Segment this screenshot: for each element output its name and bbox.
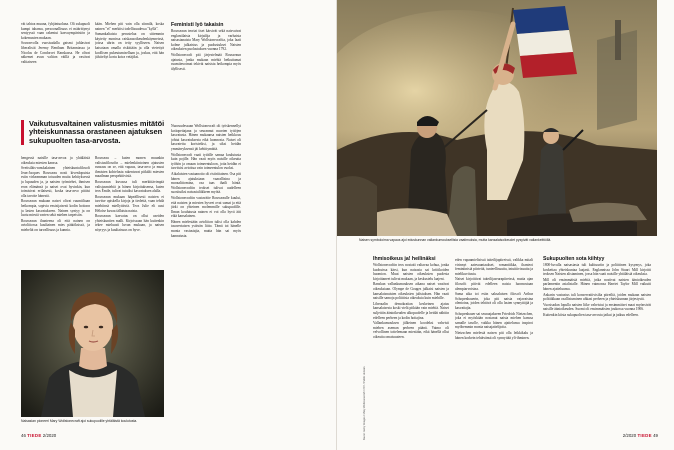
paragraph: Rousseaun mukaan naiset olivat ruumiiltaan heikompia, sopivia ensisijaisesti kodin hoitoon ja lasten kasvatukseen. Nainen syntyy ja on luotu miestä varten sekä miehen tarpeisiin.	[21, 199, 90, 218]
paragraph: Nietzschen mielestä naisen piti olla leikkikalu ja hänen korkein tehtävänsä oli synnyttää yli-ihminen.	[455, 330, 533, 340]
issue-number: 2/2020	[42, 433, 57, 438]
painting-caption: Naisen symboloima vapaus ajoi eduskunnan vallankumouksellisia vaatimuksia, mutta kansalaisoikeudet pysyivät vallankeittiöllä.	[359, 238, 552, 242]
paragraph: Souvarvolla vuosisadalla gatsmi juhlasivat liberalistit Jeremy Bentham Britanniassa ja Nicolas de Condorcet Ranskassa. He olivat näkemet avun valtion väillä ja vastivat valtiaiseen	[21, 41, 90, 64]
section-heading: Ihmisoikeus ja! heilinäksi	[373, 256, 436, 262]
paragraph: Schopenhauer sai seuraajakseen Friedrich Nietzschen, joka ei myöskään nostanut naista miehen kanssa samalle tasolle, vaikka hänen ajattelunsa inspiroi myöhemmin monia naisajattelijoita.	[455, 311, 533, 330]
portrait-caption: Naisasian pioneeri Mary Wollstonecraft ajoi sukupuolille yhtäläistä koulutusta.	[21, 419, 138, 423]
paragraph: Rousseaun teoriat tiset kärsivät sekä naisvaivat englantilaista kirjailija ja varhaista naisasianaista Mary Wollstonecraftia, joka laati kolme julkaistus ja puolustukset Naisten oikeuksien puolustuksen vuonna 1792.	[171, 29, 241, 52]
paragraph: Sveitsiläis-ranskalainen yhteiskuntafilosofi Jean-Jacques Rousseau nosti kivenlopuista esiin virkeamman totuuden muita kehityksessä ja lupuuden ja, ja naisten työmiehet, ihmisen eron elämänsä ja naiset ovat hyvinkin, kun toimisivat erilaisesti, koska tasa-arvo pitäisi olla tavoite hänestä.	[21, 166, 90, 198]
paragraph: Wollstonecraft piti järjestelmää Rousseaun ajatusta, jonka mukaan miehiä hetkuttamat ruumiinvoimat tekivät naisista heikompia myös älyllisesti.	[171, 52, 241, 71]
paragraph: Vallankumouksen jälkeinen koodeksi vahvisti miehen aseman perheen päänä. Vaimo oli velvollinen tottelemaan miestään, eikä hänellä ollut oikeutta omaisuuteen.	[373, 321, 449, 339]
left-col3-bottom	[171, 124, 241, 422]
paragraph: Rousseaun kuvassa tuli merkittävimpiä valistusmiehiä ja hänen kirjoituksensa, kuten teos Émile, tulivat tutuiksi kasvatuksen alalla.	[95, 179, 164, 194]
paragraph: Ankarin vastustus tuli konservatiivisilta piireiltä, joiden mukaan naisten politiikkaan osallistuminen uhkasi perheen ja yhteiskunnan järjestystä.	[543, 292, 651, 302]
col3-spacer	[543, 198, 651, 256]
right-col2	[455, 258, 533, 426]
page-number: 49	[653, 433, 658, 438]
issue-number: 2/2020	[622, 433, 637, 438]
paragraph: kään. Miehen piti vain olla siinnilä, koska nainen "ei" merkitsi todellisuudessa "kyllä".	[95, 22, 164, 31]
left-col1-bottom	[21, 156, 90, 266]
paragraph: eden vapaamielisissä taiteilijapiireissä, valikka mitali virinnyt aatesuuntaukset, romantiikka, ihanteoi feminiinisiä piirteitä, tunteellisuutta, intuitiivisuutta ja mielikuvitusta.	[455, 258, 533, 276]
photo-credit: Kuvat: Getty Images / Mary Wollstonecraft 1797 / Public domain	[363, 366, 366, 440]
paragraph: Liberaalin demokratian keskeinen ajatus kansalaisesta koski vielä pitkään vain miehiä. Naiset suljettiin äänioikeuden ulkopuolelle ja heidät nähtiin edelleen perheen ja kodin hoitajina.	[373, 301, 449, 320]
paragraph: Ranskan vallankumouksen aikana naiset vaativat oikeuksiaan. Olympe de Gouges julkaisi naisten ja kansalaisnaisten oikeuksien julistuksen. Hän vaati naisille samoja poliittisia oikeuksia kuin miehille.	[373, 282, 449, 301]
page-number: 46	[21, 433, 26, 438]
left-folio	[21, 433, 56, 438]
paragraph: Hänen mielestään avioliiton tulisi olla kahden tasavertaisen ystävän liitto. Tämä toi hänelle monia vastustajia, mutta hän sai myös kannatusta.	[171, 219, 241, 238]
section-heading: Sukupuolten sota kiihtyy	[543, 256, 605, 262]
paragraph: Rousseaun kasvatus on ollut useiden yhteiskuntien malli. Kirjoissaan hän kuitenkin tekee mieluusti luvun mukaan, ja naisen nöyryys ja kuuliaisuus on hyve.	[95, 214, 164, 232]
paragraph: Vuosisadan lopulla naisten liike vahvistui ja ensimmäiset maat myönsivät naisille äänioikeuden. Suomi oli ensimmäisten joukossa vuonna 1906.	[543, 302, 651, 312]
paragraph: Samankaltaista perustelua on sittemmin käytetty monissa raiskausoikeudenkäynneissä, joissa uhrin on tetty syylliseen. Naisen katsotaan omalla riskittään ja olla vietettyä koollisen pukeutumisellaan ja, joskus, että hän jälsiteltyt kortu koira vetäjiksi.	[95, 32, 164, 60]
magazine-name: TIEDE	[27, 433, 42, 438]
paragraph: Naiset kirjoittivat taiteilijaseurapiireissä, mutta ajan filosofit pitivät edelleen naisia luonnostaan alempiarvoisina.	[455, 277, 533, 291]
portrait-image	[21, 270, 164, 417]
pull-quote: Vaikutusvaltainen valistusmies mitätöi yhteiskunnassa orastaneen ajatuksen sukupuolten tasa-arvosta.	[21, 120, 173, 145]
right-col1	[373, 256, 449, 426]
paragraph: Wollstonecraftin vastaväite Rousseaulle kuului, että naisten ja miesten hyveet ovat samat ja että järki on yhteinen molemmille sukupuolille. Ilman koulutusta nainen ei voi olla hyvä äiti eikä kansalainen.	[171, 195, 241, 219]
left-col3-top	[171, 22, 241, 122]
paragraph: Rousseau – kuten monen muunkin valistusfilosofin – mielenkiintoinen ajatusten runsaus on se, että vapaus, tasa-arvo ja muut ihmisten kohtelusta rakentuvat pitkälti miesten maailman perspektiivistä.	[95, 156, 164, 179]
paragraph: Nuoruudessaan Wollstonecraft oli työskennellyt kotiopettajana ja seurannut nuorten tyttöjen kasvatusta. Hänen mukaansa naisten heikkous johtui kasvatuksesta eikä luonnosta. Naiset oli kasvatettu koristeiksi, ja siksi heidän ymmärryksensä jäi kehittymättä.	[171, 124, 241, 151]
magazine-name: TIEDE	[637, 433, 652, 438]
right-col3	[543, 198, 651, 426]
paragraph: 1800-luvulla naisasiasta tuli kulttuuriin ja poliittinen kysymys, joka koskettaa yhteiskuntaa laajasti. Englannissa John Stuart Mill kirjoitti teoksen Naisten alistaminen, jossa hän vaati naisille yhtäläisiä oikeuksia.	[543, 263, 651, 277]
paragraph: Rousseaun mukaan häpeällisesti naisten ei tarvitse opiskella kirjoja ja tiedettä, vaan tehdä miehiinsä miellyttäviä. Teos Julie eli uusi Héloïse kuvaa tällaista naista.	[95, 194, 164, 213]
paragraph: Mill oli ensimmäisiä miehiä, jotka nostivat naisten äänioikeuden parlamentin asialistalle. Hänen vaimonsa Harriet Taylor Mill vaikutti hänen ajatteluunsa.	[543, 277, 651, 291]
paragraph: hengessä naisille tasa-arvoa ja yhtäläisiä oikeuksia miesten kanssa.	[21, 156, 90, 165]
left-col2-top	[95, 22, 164, 96]
left-col2-bottom	[95, 156, 164, 266]
left-col1-top	[21, 22, 90, 92]
paragraph: Sama aika toi esiin saksalaisen filosofi Arthur Schopenhauerin, joka piti naisia vajavaisina olentoina, joiden tehtävä oli olla lasten synnyttäjiä ja kasvattajia.	[455, 292, 533, 310]
paragraph: Wollstonecraft vaati tytöille samaa koulutusta kuin pojille. Hän vaati myös naisille oikeutta työhön ja omaan toimeentuloon, jotta heidän ei tarvitsisi avioitua vain toimeentulon vuoksi.	[171, 152, 241, 171]
paragraph: Rousseaun ihanteena oli että nainen on avioliitossa kuuliainen mies päätöksissä, ja mieheltä on turvallisuus ja kunnia.	[21, 218, 90, 232]
paragraph: vät tahtoa muuna, fyhjäntuolana. Oli sukupuoli kumpi tahansa, persoonallisuus ei määrittynyt sentyyssä vaan rakentui kasvuympäristön ja kokemusten mukaan.	[21, 22, 90, 40]
paragraph: Aikalaisten vastaanotto oli ristiriitainen. Osa piti hänen ajatuksiaan vaarallisina ja moraalittomina, osa taas ihaili häntä. Wollstonecraftin teokset tulivat uudelleen suosituiksi naisasialiikkeen myötä.	[171, 171, 241, 195]
paragraph: Wollstonecraftin teos nostatti valtavaa kohua, jonka kuohuissa kärsi, kun naisasia sai kriitikoiden huomion. Muut naisten oikeuksien puolesta kirjoittaneet tulivat mukaan, ja keskustelu laajeni.	[373, 263, 449, 281]
paragraph: Kuitenkin kiista sukupuolten tasa-arvosta jatkui ja jatkuu edelleen.	[543, 312, 639, 317]
right-folio	[623, 433, 658, 438]
section-heading: Feministi lyö takaisin	[171, 22, 224, 28]
right-page	[337, 0, 674, 450]
